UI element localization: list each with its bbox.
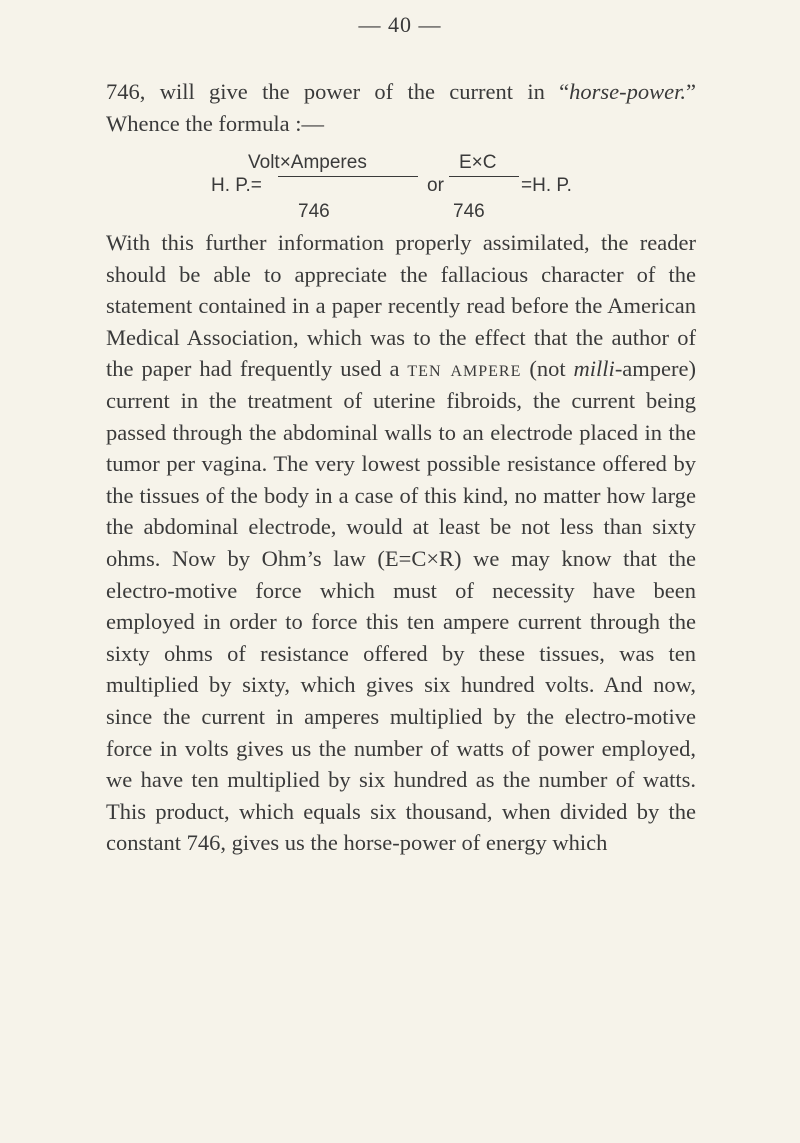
- horsepower-formula: [0, 152, 800, 222]
- intro-paragraph: [106, 76, 696, 139]
- formula-or: or: [427, 175, 444, 196]
- page-number: — 40 —: [358, 12, 442, 37]
- body-text-1: With this further information properly assimilated, the reader should be able to appreciate the fallacious character of the statement contained in a paper recently read before the American Medical Association, which was to the effect that the author of the paper had frequently used a: [106, 230, 696, 382]
- intro-italic: horse-power.: [569, 79, 686, 104]
- formula-fraction-bar-1: [278, 176, 418, 177]
- formula-denominator-2: 746: [453, 201, 485, 222]
- intro-text-1: 746, will give the power of the current in “: [106, 79, 570, 104]
- formula-denominator-1: 746: [298, 201, 330, 222]
- formula-lhs: H. P.=: [211, 175, 262, 196]
- formula-rhs: =H. P.: [521, 175, 572, 196]
- body-text-3: -ampere) current in the treatment of uterine fibroids, the current being passed through the abdominal walls to an electrode placed in the tumor per vagina. The very lowest possible resistance offered by the tissues of the body in a case of this kind, no matter how large the abdominal electrode, would at least be not less than sixty ohms. Now by Ohm’s law (E=C×R) we may know that the electro-motive force which must of necessity have been employed in order to force this ten ampere current through the sixty ohms of resistance offered by these tissues, was ten multiplied by sixty, which gives six hundred volts. And now, since the current in amperes multiplied by the electro-motive force in volts gives us the number of watts of power employed, we have ten multiplied by six hundred as the number of watts. This product, which equals six thousand, when divided by the constant 746, gives us the horse-power of energy which: [106, 356, 697, 856]
- intro-text-2: ” Whence the formula :—: [106, 79, 696, 136]
- body-smallcaps: ten ampere: [407, 356, 522, 382]
- formula-numerator-1: Volt×Amperes: [248, 152, 367, 173]
- body-paragraph: [106, 227, 696, 859]
- body-text-2: (not: [521, 356, 574, 382]
- formula-fraction-bar-2: [449, 176, 519, 177]
- formula-numerator-2: E×C: [459, 152, 497, 173]
- body-italic: milli: [573, 356, 615, 382]
